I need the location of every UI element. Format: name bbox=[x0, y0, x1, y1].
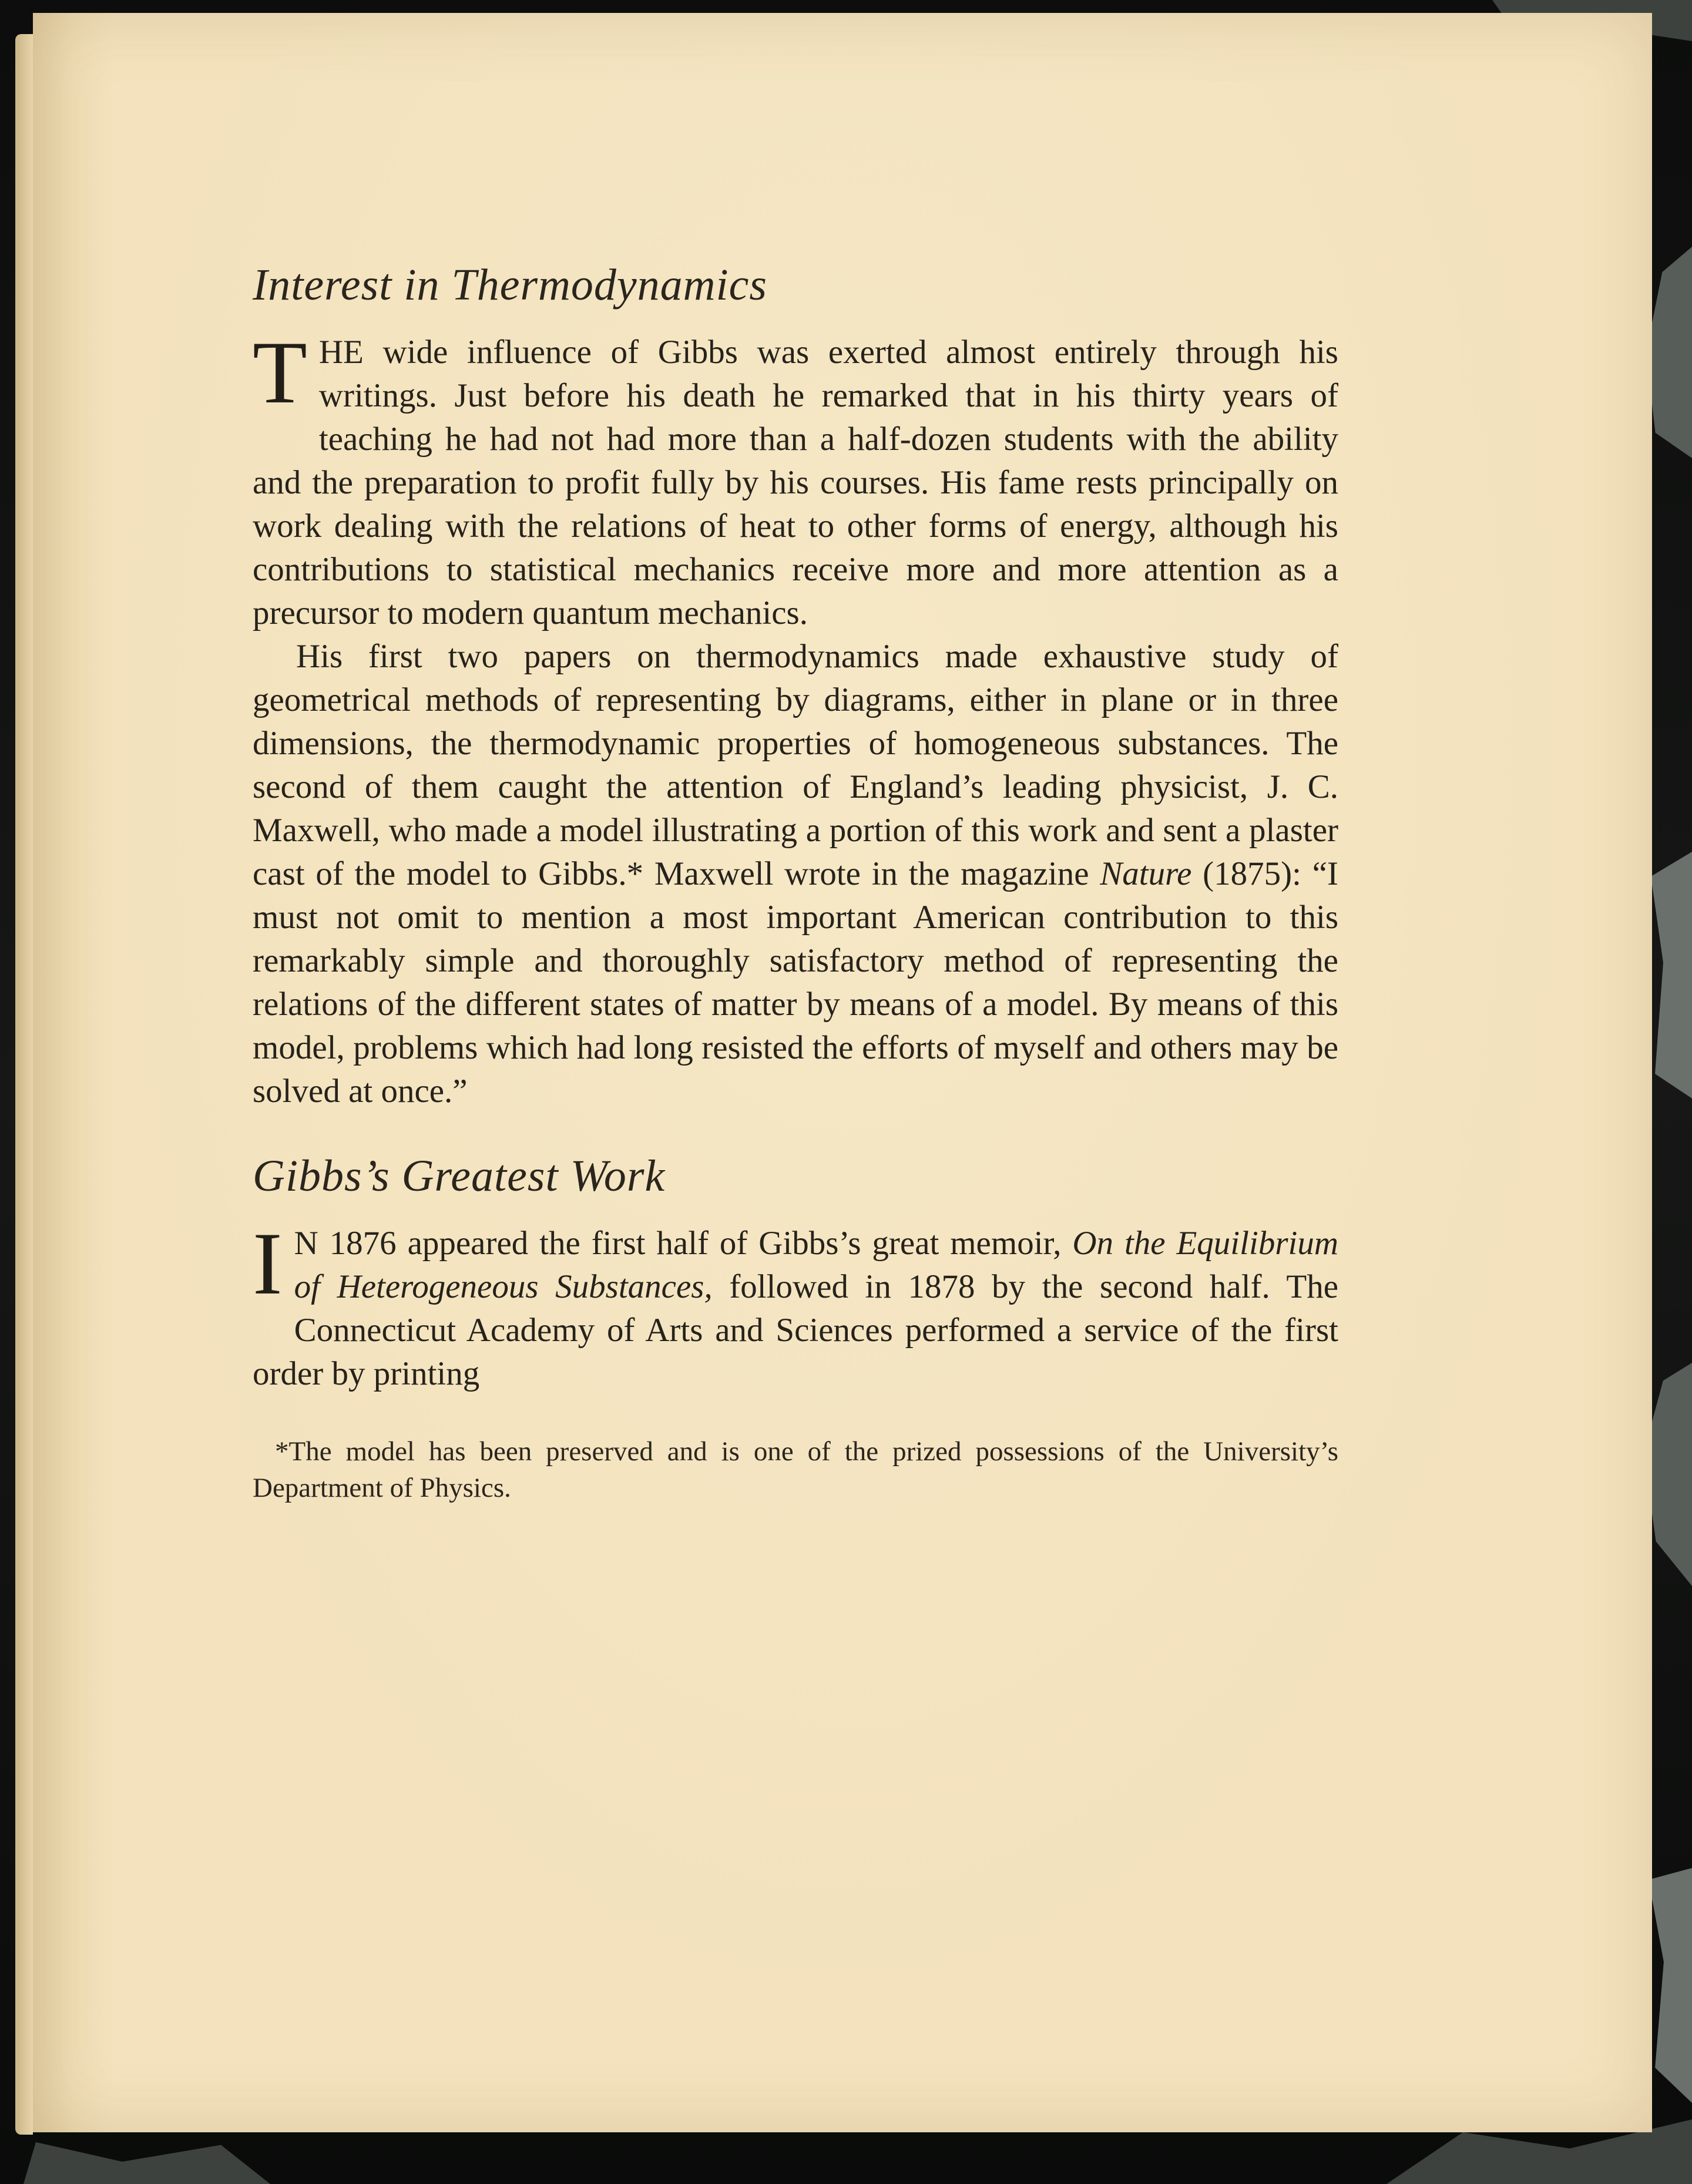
dropcap-T: T bbox=[253, 323, 307, 422]
paragraph-1 bbox=[253, 323, 1338, 635]
dropcap-I: I bbox=[253, 1214, 283, 1313]
paragraph-3-italic-title: On the Equilibrium of Heterogeneous Substances, bbox=[294, 1225, 1338, 1305]
paragraph-2-text-a: His first two papers on thermodynamics made exhaustive study of geometrical methods of representing by diagrams, either in plane or in three dimensions, the thermodynamic properties of homogeneous substances. The second of them caught the attention of England’s leading physicist, J. C. Maxwell, who made a model illustrating a portion of this work and sent a plaster cast of the model to Gibbs.* Maxwell wrote in the magazine bbox=[253, 638, 1338, 892]
text-column bbox=[253, 260, 1338, 1506]
paragraph-3-text-b: followed in 1878 by the second half. The Connecticut Academy of Arts and Sciences performed a service of the first order by printing bbox=[253, 1268, 1338, 1392]
underlying-page-edge bbox=[15, 34, 33, 2135]
paragraph-3-text-a: N 1876 appeared the first half of Gibbs’s great memoir, bbox=[294, 1225, 1073, 1262]
book-page bbox=[33, 13, 1652, 2132]
torn-edge-right-1 bbox=[1646, 247, 1692, 458]
footnote: *The model has been preserved and is one of the prized possessions of the University’s Department of Physics. bbox=[253, 1436, 1338, 1503]
section-heading-gibbs-greatest-work: Gibbs’s Greatest Work bbox=[253, 1151, 666, 1201]
paragraph-2-italic-nature: Nature bbox=[1100, 855, 1192, 892]
paragraph-1-text: HE wide influence of Gibbs was exerted almost entirely through his writings. Just before his death he remarked that in his thirty years of teaching he had not had more than a half-dozen students with the ability and the preparation to profit fully by his courses. His fame rests principally on work dealing with the relations of heat to other forms of energy, although his contributions to statistical mechanics receive more and more attention as a precursor to modern quantum mechanics. bbox=[253, 334, 1338, 631]
torn-edge-right-4 bbox=[1649, 1868, 1692, 2103]
paragraph-2 bbox=[253, 635, 1338, 1113]
section-heading-interest-in-thermodynamics: Interest in Thermodynamics bbox=[253, 260, 767, 310]
paragraph-3 bbox=[253, 1214, 1338, 1396]
torn-edge-right-2 bbox=[1651, 852, 1692, 1098]
torn-edge-bottom-left bbox=[24, 2128, 270, 2184]
paragraph-2-text-b: (1875): “I must not omit to mention a most important American contribution to this remarkably simple and thoroughly satisfactory method of representing the relations of the different states of matter by means of a model. By means of this model, problems which had long resisted the efforts of myself and others may be solved at once.” bbox=[253, 855, 1338, 1110]
